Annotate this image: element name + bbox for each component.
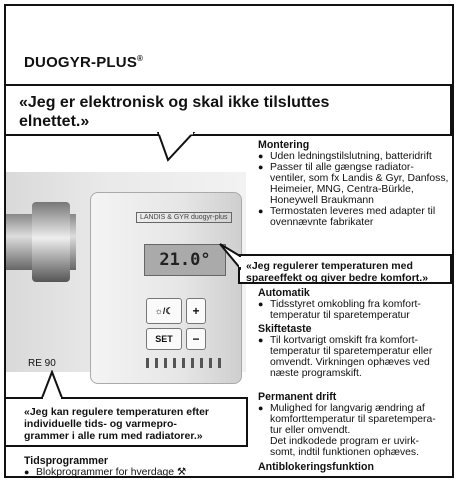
tidsprogrammer-item: ● Blokprogrammer for hverdage ⚒ (24, 467, 186, 478)
quote-programs-bubble (4, 397, 248, 447)
brand-label: LANDIS & GYR duogyr-plus (136, 212, 232, 223)
automatik-heading: Automatik (258, 287, 310, 299)
permanent-heading: Permanent drift (258, 391, 337, 403)
quote-programs-tail (36, 370, 66, 400)
quote-programs-line2: individuelle tids- og varmepro- (24, 418, 177, 430)
valve-nut (32, 202, 70, 282)
montering-item: ● Termostaten leveres med adapter til ovennævnte fabrikater (258, 206, 454, 228)
quote-temp-bubble (238, 254, 452, 284)
section-skiftetaste (258, 324, 454, 379)
plus-button[interactable]: + (186, 298, 206, 324)
section-antiblokering (258, 462, 454, 473)
quote-main-line1: «Jeg er elektronisk og skal ikke tilsluttes (19, 94, 330, 111)
vent-slots (146, 358, 226, 368)
set-button[interactable]: SET (146, 328, 182, 350)
antiblokering-heading: Antiblokeringsfunktion (258, 461, 374, 473)
quote-programs-line1: «Jeg kan regulere temperaturen efter (24, 406, 209, 418)
page-title: DUOGYR-PLUS® (24, 54, 144, 71)
section-automatik (258, 288, 454, 321)
page-frame (4, 4, 454, 478)
section-montering (258, 140, 454, 228)
tidsprogrammer-heading: Tidsprogrammer (24, 455, 108, 467)
skiftetaste-item: ● Til kortvarigt omskift fra komfort- temperatur til sparetemperatur eller omvendt. Virkningen ophæves ved næste programskift. (258, 335, 454, 379)
section-permanent (258, 392, 454, 458)
mode-button[interactable]: ☼/☾ (146, 298, 182, 324)
montering-item: ● Passer til alle gængse radiator- ventiler, som fx Landis & Gyr, Danfoss, Heimeier, MNG, Centra-Bürkle, Honeywell Braukmann (258, 162, 454, 206)
quote-main-bubble (4, 84, 452, 136)
quote-main-line2: elnettet.» (19, 113, 90, 130)
quote-main-tail (156, 132, 196, 162)
temperature-display: 21.0° (144, 244, 226, 276)
automatik-item: ● Tidsstyret omkobling fra komfort- temperatur til sparetemperatur (258, 299, 454, 321)
montering-item: ● Uden ledningstilslutning, batteridrift (258, 151, 454, 162)
quote-temp-line1: «Jeg regulerer temperaturen med (246, 260, 413, 272)
model-label: RE 90 (28, 358, 56, 369)
skiftetaste-heading: Skiftetaste (258, 323, 312, 335)
quote-temp-tail (218, 242, 242, 270)
montering-heading: Montering (258, 139, 310, 151)
permanent-item: ● Mulighed for langvarig ændring af komforttemperatur til sparetempera- tur eller omvendt. Det indkodede program er uvirk- somt, indtil funktionen ophæves. (258, 403, 454, 458)
quote-temp-line2: spareeffekt og giver bedre komfort.» (246, 272, 429, 284)
quote-programs-line3: grammer i alle rum med radiatorer.» (24, 430, 203, 442)
minus-button[interactable]: − (186, 328, 206, 350)
section-tidsprogrammer (24, 456, 186, 478)
